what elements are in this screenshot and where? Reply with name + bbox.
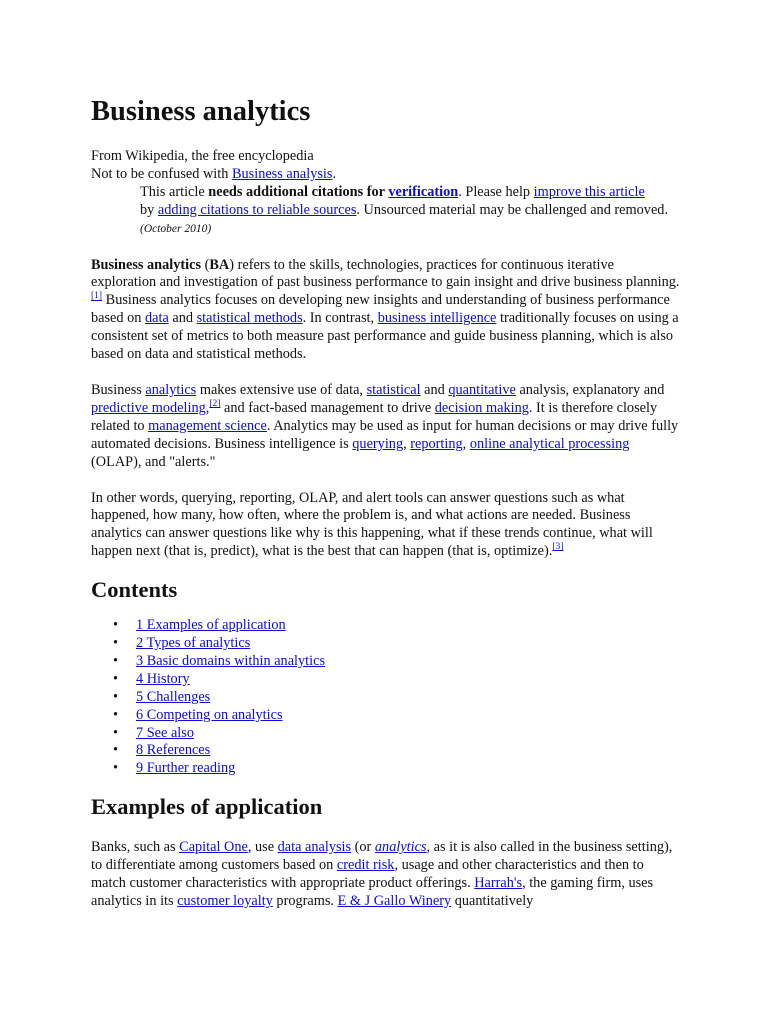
link-harrahs[interactable]: Harrah's: [474, 875, 523, 892]
toc-item: [91, 635, 681, 653]
link-adding-citations[interactable]: adding citations to reliable sources: [157, 201, 357, 218]
section-heading-examples: Examples of application: [91, 794, 323, 820]
link-analytics[interactable]: analytics: [145, 381, 197, 398]
bullet-icon: •: [113, 652, 119, 669]
link-verification[interactable]: verification: [388, 183, 459, 200]
link-statistical[interactable]: statistical: [366, 381, 421, 398]
toc-link-domains[interactable]: 3 Basic domains within analytics: [136, 652, 326, 669]
link-customer-loyalty[interactable]: customer loyalty: [177, 893, 273, 909]
link-predictive-modeling[interactable]: predictive modeling: [91, 399, 206, 416]
notice-date: (October 2010): [140, 222, 212, 235]
paragraph-analytics-use: Business analytics makes extensive use of data, statistical and quantitative analysis, explanatory and predictive modeling,[2] and fact-based management to drive decision making. It is therefore closely related to management science. Analytics may be used as input for human decisions or may drive fully automated decisions. Business intelligence is querying, reporting, online analytical processing (OLAP), and "alerts.": [91, 381, 679, 470]
link-credit-risk[interactable]: credit risk: [336, 857, 395, 874]
toc-item: [91, 742, 681, 760]
toc-link-references[interactable]: 8 References: [136, 742, 211, 759]
page-title: Business analytics: [91, 96, 311, 127]
ref-3[interactable]: [3]: [552, 542, 564, 553]
paragraph-questions: In other words, querying, reporting, OLAP, and alert tools can answer questions such as what happened, how many, how often, where the problem is, and what actions are needed. Business analytics can answer questions like why is this happening, what if these trends continue, what will happen next (that is, predict), what is the best that can happen (that is, optimize).[3]: [91, 489, 653, 560]
toc-item: [91, 707, 681, 725]
toc-item: [91, 617, 681, 635]
link-business-analysis[interactable]: Business analysis: [231, 165, 333, 182]
link-improve-article[interactable]: improve this article: [533, 183, 645, 200]
bullet-icon: •: [113, 688, 119, 705]
bullet-icon: •: [113, 617, 119, 634]
bullet-icon: •: [113, 742, 119, 759]
ref-1[interactable]: [1]: [91, 291, 103, 302]
toc-link-types[interactable]: 2 Types of analytics: [136, 635, 251, 652]
tagline: From Wikipedia, the free encyclopedia: [91, 148, 314, 164]
link-data[interactable]: data: [145, 310, 169, 327]
bullet-icon: •: [113, 670, 119, 687]
toc-link-examples[interactable]: 1 Examples of application: [136, 617, 286, 634]
toc-item: [91, 689, 681, 707]
link-data-analysis[interactable]: data analysis: [277, 839, 352, 856]
ref-2[interactable]: [2]: [209, 399, 221, 410]
link-analytics-italic[interactable]: analytics: [374, 839, 427, 856]
link-management-science[interactable]: management science: [148, 417, 267, 434]
link-statistical-methods[interactable]: statistical methods: [196, 310, 303, 327]
toc-link-further-reading[interactable]: 9 Further reading: [136, 760, 236, 777]
bullet-icon: •: [113, 760, 119, 777]
link-quantitative[interactable]: quantitative: [448, 381, 516, 398]
bullet-icon: •: [113, 724, 119, 741]
link-business-intelligence[interactable]: business intelligence: [377, 310, 497, 327]
toc-item: [91, 760, 681, 778]
contents-heading: Contents: [91, 577, 178, 603]
link-gallo-winery[interactable]: E & J Gallo Winery: [337, 893, 452, 909]
toc-item: [91, 653, 681, 671]
table-of-contents: [91, 617, 681, 778]
bullet-icon: •: [113, 635, 119, 652]
toc-item: [91, 671, 681, 689]
toc-item: [91, 725, 681, 743]
link-capital-one[interactable]: Capital One: [179, 839, 248, 856]
paragraph-examples: Banks, such as Capital One, use data analysis (or analytics, as it is also called in the business setting), to differentiate among customers based on credit risk, usage and other characteristics and then to match customer characteristics with appropriate product offerings. Harrah's, the gaming firm, uses analytics in its customer loyalty programs. E & J Gallo Winery quantitatively: [91, 839, 673, 909]
hatnote: Not to be confused with Business analysis.: [91, 165, 337, 182]
toc-link-challenges[interactable]: 5 Challenges: [136, 688, 211, 705]
toc-link-history[interactable]: 4 History: [136, 670, 190, 687]
toc-link-competing[interactable]: 6 Competing on analytics: [136, 706, 283, 723]
citation-notice: This article needs additional citations for verification. Please help improve this article by adding citations to reliable sources. Unsourced material may be challenged and removed. (October 2010): [140, 183, 669, 235]
article-body: [91, 95, 681, 911]
link-reporting[interactable]: reporting: [410, 435, 463, 452]
link-decision-making[interactable]: decision making: [434, 399, 529, 416]
bullet-icon: •: [113, 706, 119, 723]
paragraph-intro: Business analytics (BA) refers to the skills, technologies, practices for continuous iterative exploration and investigation of past business performance to gain insight and drive business planning.[1] Business analytics focuses on developing new insights and understanding of business performance based on data and statistical methods. In contrast, business intelligence traditionally focuses on using a consistent set of metrics to both measure past performance and guide business planning, which is also based on data and statistical methods.: [91, 256, 680, 363]
toc-link-see-also[interactable]: 7 See also: [136, 724, 194, 741]
link-olap[interactable]: online analytical processing: [469, 435, 630, 452]
link-querying[interactable]: querying: [352, 435, 404, 452]
